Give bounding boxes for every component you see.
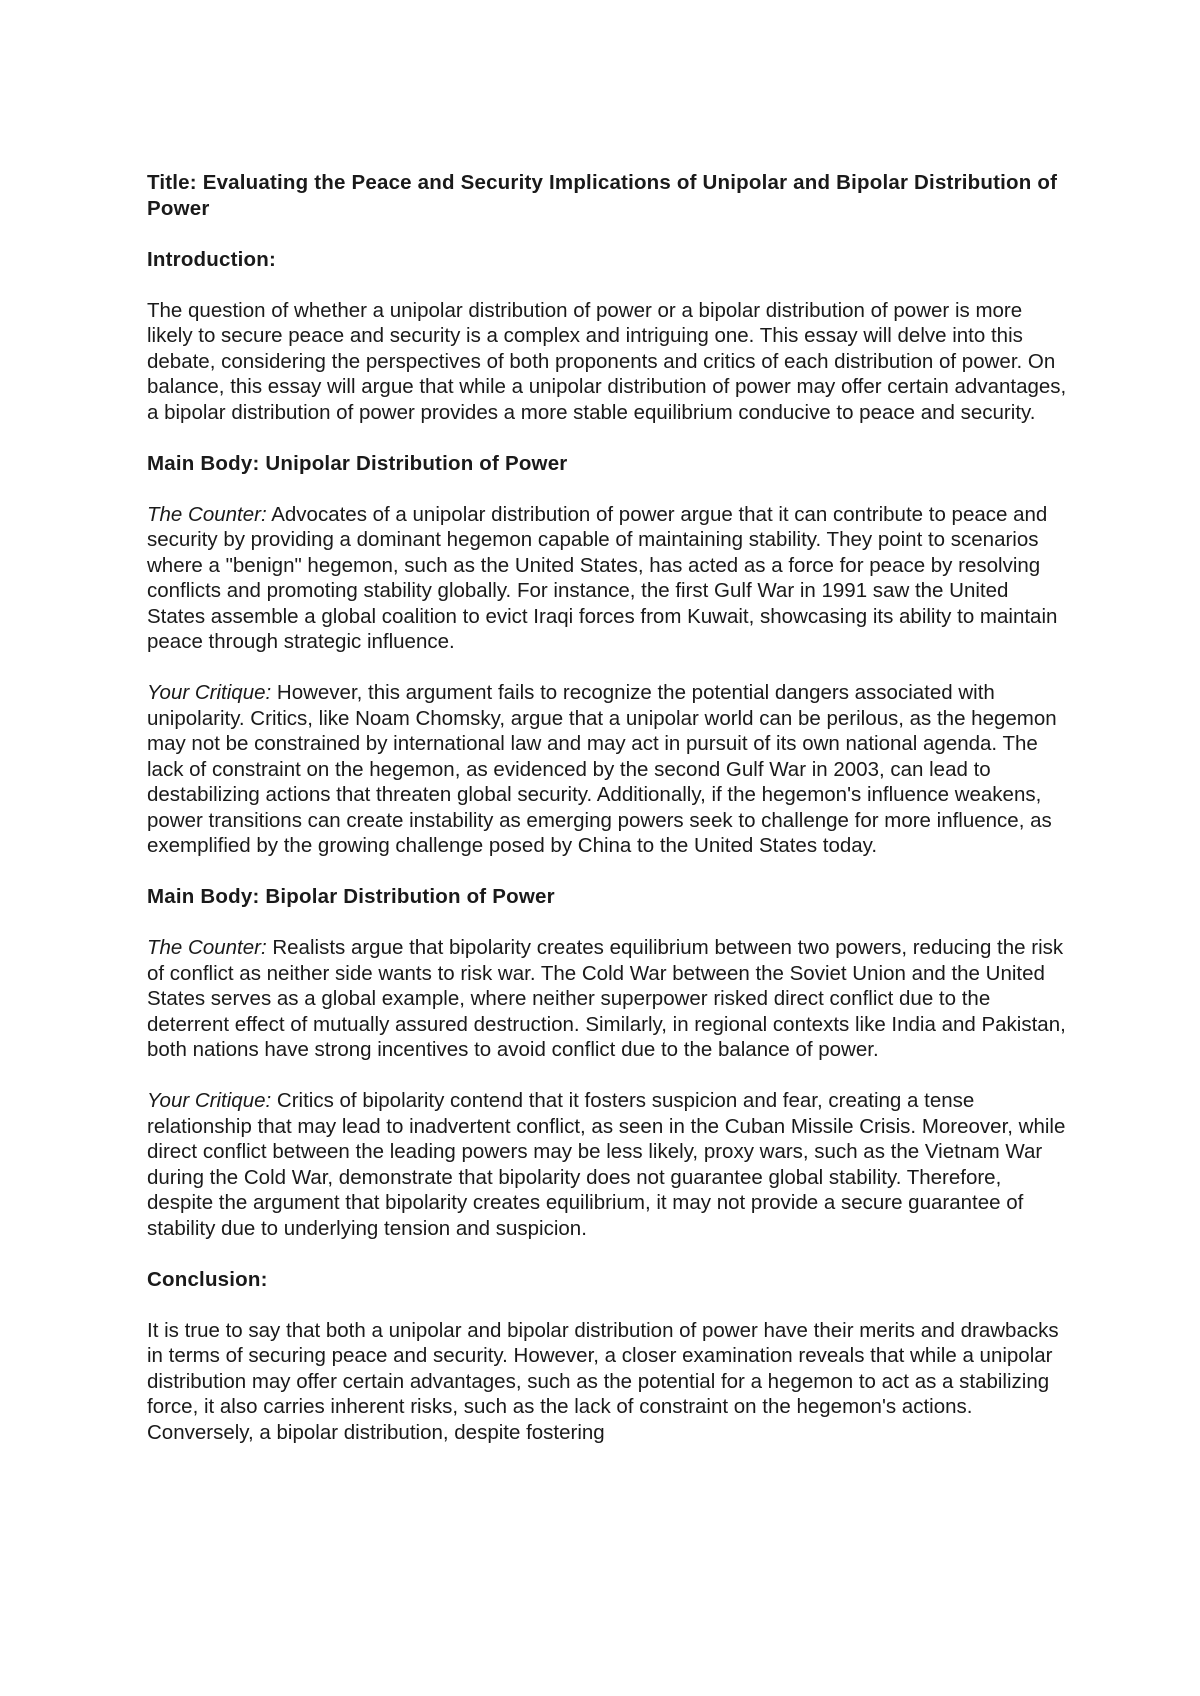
introduction-paragraph: The question of whether a unipolar distribution of power or a bipolar distribution of power is more likely to secure peace and security is a complex and intriguing one. This essay will delve into this debate, considering the perspectives of both proponents and critics of each distribution of power. On balance, this essay will argue that while a unipolar distribution of power may offer certain advantages, a bipolar distribution of power provides a more stable equilibrium conducive to peace and security. <box>147 298 1067 424</box>
introduction-heading: Introduction: <box>147 247 276 271</box>
bipolar-section-heading: Main Body: Bipolar Distribution of Power <box>147 885 555 908</box>
bipolar-critique-text: Critics of bipolarity contend that it fosters suspicion and fear, creating a tense relationship that may lead to inadvertent conflict, as seen in the Cuban Missile Crisis. Moreover, while direct conflict between the leading powers may be less likely, proxy wars, such as the Vietnam War during the Cold War, demonstrate that bipolarity does not guarantee global stability. Therefore, despite the argument that bipolarity creates equilibrium, it may not provide a secure guarantee of stability due to underlying tension and suspicion. <box>147 1089 1066 1240</box>
bipolar-critique-label: Your Critique: <box>147 1089 272 1112</box>
bipolar-critique-paragraph <box>147 1088 1067 1241</box>
unipolar-counter-label: The Counter: <box>147 502 267 526</box>
bipolar-counter-text: Realists argue that bipolarity creates equilibrium between two powers, reducing the risk of conflict as neither side wants to risk war. The Cold War between the Soviet Union and the United States serves as a global example, where neither superpower risked direct conflict due to the deterrent effect of mutually assured destruction. Similarly, in regional contexts like India and Pakistan, both nations have strong incentives to avoid conflict due to the balance of power. <box>147 936 1066 1061</box>
essay-body <box>147 170 1067 1471</box>
unipolar-counter-text: Advocates of a unipolar distribution of power argue that it can contribute to peace and security by providing a dominant hegemon capable of maintaining stability. They point to scenarios where a "benign" hegemon, such as the United States, has acted as a force for peace by resolving conflicts and promoting stability globally. For instance, the first Gulf War in 1991 saw the United States assemble a global coalition to evict Iraqi forces from Kuwait, showcasing its ability to maintain peace through strategic influence. <box>147 502 1058 653</box>
conclusion-heading: Conclusion: <box>147 1267 268 1291</box>
conclusion-paragraph: It is true to say that both a unipolar and bipolar distribution of power have their merits and drawbacks in terms of securing peace and security. However, a closer examination reveals that while a unipolar distribution may offer certain advantages, such as the potential for a hegemon to act as a stabilizing force, it also carries inherent risks, such as the lack of constraint on the hegemon's actions. Conversely, a bipolar distribution, despite fostering <box>147 1318 1059 1444</box>
bipolar-counter-label: The Counter: <box>147 936 267 959</box>
unipolar-critique-paragraph <box>147 680 1067 859</box>
unipolar-critique-label: Your Critique: <box>147 681 272 704</box>
bipolar-counter-paragraph <box>147 935 1067 1063</box>
unipolar-counter-paragraph <box>147 502 1067 655</box>
unipolar-section-heading: Main Body: Unipolar Distribution of Power <box>147 451 568 475</box>
unipolar-critique-text: However, this argument fails to recognize the potential dangers associated with unipolarity. Critics, like Noam Chomsky, argue that a unipolar world can be perilous, as the hegemon may not be constrained by international law and may act in pursuit of its own national agenda. The lack of constraint on the hegemon, as evidenced by the second Gulf War in 2003, can lead to destabilizing actions that threaten global security. Additionally, if the hegemon's influence weakens, power transitions can create instability as emerging powers seek to challenge for more influence, as exemplified by the growing challenge posed by China to the United States today. <box>147 681 1057 857</box>
essay-title: Title: Evaluating the Peace and Security Implications of Unipolar and Bipolar Distribution of Power <box>147 171 1058 220</box>
